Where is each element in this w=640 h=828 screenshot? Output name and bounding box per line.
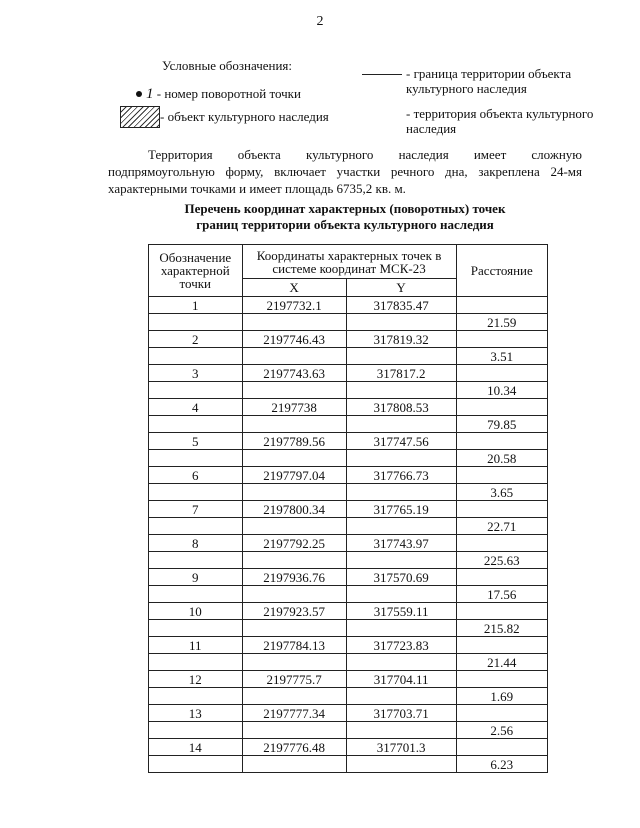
cell-empty [242, 586, 346, 603]
header-distance: Расстояние [456, 245, 547, 297]
cell-distance-empty [456, 331, 547, 348]
table-row-distance [149, 348, 548, 365]
table-row-distance [149, 416, 548, 433]
cell-x: 2197936.76 [242, 569, 346, 586]
cell-point: 11 [149, 637, 243, 654]
table-row [149, 399, 548, 416]
point-dot-icon [136, 91, 142, 97]
table-row-distance [149, 484, 548, 501]
cell-empty [242, 654, 346, 671]
cell-distance-empty [456, 433, 547, 450]
description-paragraph: Территория объекта культурного наследия имеет сложную подпрямоугольную форму, включает участки речного дна, закреплена 24-мя характерными точками и имеет площадь 6735,2 кв. м. [108, 147, 582, 196]
table-body [149, 297, 548, 773]
cell-x: 2197792.25 [242, 535, 346, 552]
cell-point: 3 [149, 365, 243, 382]
table-row-distance [149, 586, 548, 603]
cell-empty [346, 586, 456, 603]
table-heading [108, 201, 582, 233]
table-row-distance [149, 314, 548, 331]
boundary-line-icon [362, 74, 402, 75]
cell-empty [242, 518, 346, 535]
header-x: X [242, 279, 346, 297]
table-heading-line-1: Перечень координат характерных (поворотных) точек [184, 201, 506, 216]
cell-empty [242, 552, 346, 569]
hatch-pattern-icon [120, 106, 160, 128]
cell-empty [346, 450, 456, 467]
cell-x: 2197784.13 [242, 637, 346, 654]
table-row-distance [149, 552, 548, 569]
cell-distance: 20.58 [456, 450, 547, 467]
cell-empty [346, 756, 456, 773]
cell-empty [149, 314, 243, 331]
cell-empty [242, 348, 346, 365]
legend-title: Условные обозначения: [162, 58, 293, 73]
table-row [149, 671, 548, 688]
cell-distance-empty [456, 467, 547, 484]
cell-empty [242, 450, 346, 467]
table-row [149, 297, 548, 314]
table-row-distance [149, 756, 548, 773]
cell-empty [149, 450, 243, 467]
cell-empty [346, 654, 456, 671]
point-number-symbol: 1 [146, 86, 154, 102]
cell-distance-empty [456, 399, 547, 416]
table-row-distance [149, 688, 548, 705]
table-row [149, 365, 548, 382]
cell-empty [149, 518, 243, 535]
cell-point: 7 [149, 501, 243, 518]
legend-point-label: - номер поворотной точки [156, 86, 301, 101]
table-row-distance [149, 654, 548, 671]
cell-x: 2197777.34 [242, 705, 346, 722]
legend-boundary-label: - граница территории объекта культурного наследия [406, 66, 572, 96]
cell-point: 1 [149, 297, 243, 314]
table-heading-line-2: границ территории объекта культурного наследия [196, 217, 494, 232]
cell-empty [242, 722, 346, 739]
cell-point: 4 [149, 399, 243, 416]
table-row [149, 705, 548, 722]
cell-point: 12 [149, 671, 243, 688]
cell-x: 2197797.04 [242, 467, 346, 484]
table-row [149, 739, 548, 756]
cell-x: 2197738 [242, 399, 346, 416]
cell-y: 317808.53 [346, 399, 456, 416]
cell-distance-empty [456, 501, 547, 518]
cell-x: 2197800.34 [242, 501, 346, 518]
table-row [149, 501, 548, 518]
cell-empty [242, 620, 346, 637]
cell-distance: 21.59 [456, 314, 547, 331]
cell-x: 2197746.43 [242, 331, 346, 348]
cell-y: 317704.11 [346, 671, 456, 688]
cell-point: 5 [149, 433, 243, 450]
cell-empty [149, 416, 243, 433]
cell-point: 14 [149, 739, 243, 756]
cell-x: 2197775.7 [242, 671, 346, 688]
cell-empty [242, 314, 346, 331]
cell-distance-empty [456, 603, 547, 620]
cell-empty [242, 688, 346, 705]
legend-point-number [136, 86, 301, 103]
cell-y: 317570.69 [346, 569, 456, 586]
cell-distance-empty [456, 705, 547, 722]
cell-empty [346, 348, 456, 365]
cell-distance: 10.34 [456, 382, 547, 399]
cell-empty [149, 552, 243, 569]
cell-empty [242, 382, 346, 399]
table-row [149, 569, 548, 586]
table-row [149, 467, 548, 484]
cell-distance: 22.71 [456, 518, 547, 535]
cell-point: 9 [149, 569, 243, 586]
cell-empty [346, 484, 456, 501]
cell-y: 317817.2 [346, 365, 456, 382]
cell-distance: 225.63 [456, 552, 547, 569]
table-row-distance [149, 518, 548, 535]
cell-empty [346, 620, 456, 637]
cell-empty [149, 654, 243, 671]
cell-empty [149, 756, 243, 773]
cell-empty [346, 722, 456, 739]
cell-distance-empty [456, 637, 547, 654]
cell-x: 2197776.48 [242, 739, 346, 756]
table-row [149, 331, 548, 348]
cell-distance-empty [456, 739, 547, 756]
cell-empty [346, 416, 456, 433]
cell-empty [346, 688, 456, 705]
cell-empty [149, 586, 243, 603]
cell-distance: 6.23 [456, 756, 547, 773]
cell-x: 2197923.57 [242, 603, 346, 620]
cell-empty [346, 518, 456, 535]
cell-y: 317835.47 [346, 297, 456, 314]
cell-y: 317819.32 [346, 331, 456, 348]
cell-y: 317747.56 [346, 433, 456, 450]
cell-distance-empty [456, 297, 547, 314]
table-row-distance [149, 722, 548, 739]
cell-point: 2 [149, 331, 243, 348]
cell-x: 2197789.56 [242, 433, 346, 450]
cell-distance: 215.82 [456, 620, 547, 637]
cell-empty [149, 688, 243, 705]
cell-distance: 3.51 [456, 348, 547, 365]
cell-distance: 3.65 [456, 484, 547, 501]
cell-y: 317765.19 [346, 501, 456, 518]
cell-distance-empty [456, 535, 547, 552]
cell-distance: 21.44 [456, 654, 547, 671]
cell-distance-empty [456, 365, 547, 382]
cell-empty [346, 382, 456, 399]
cell-empty [149, 484, 243, 501]
table-row-distance [149, 382, 548, 399]
cell-distance: 79.85 [456, 416, 547, 433]
legend-territory-label: - территория объекта культурного наследия [406, 106, 594, 136]
cell-y: 317743.97 [346, 535, 456, 552]
cell-point: 6 [149, 467, 243, 484]
header-point: Обозначение характерной точки [149, 245, 243, 297]
cell-point: 10 [149, 603, 243, 620]
legend-heritage-object-label: - объект культурного наследия [160, 109, 329, 124]
cell-empty [149, 348, 243, 365]
cell-empty [242, 416, 346, 433]
cell-empty [242, 756, 346, 773]
cell-distance: 2.56 [456, 722, 547, 739]
table-row [149, 603, 548, 620]
cell-empty [242, 484, 346, 501]
cell-empty [149, 722, 243, 739]
cell-empty [346, 314, 456, 331]
table-row-distance [149, 450, 548, 467]
table-row [149, 637, 548, 654]
cell-empty [149, 382, 243, 399]
cell-y: 317723.83 [346, 637, 456, 654]
page-number: 2 [316, 14, 324, 29]
cell-x: 2197743.63 [242, 365, 346, 382]
header-y: Y [346, 279, 456, 297]
cell-empty [346, 552, 456, 569]
cell-y: 317766.73 [346, 467, 456, 484]
table-row-distance [149, 620, 548, 637]
cell-distance-empty [456, 569, 547, 586]
table-row [149, 535, 548, 552]
cell-y: 317703.71 [346, 705, 456, 722]
cell-empty [149, 620, 243, 637]
table-row [149, 433, 548, 450]
cell-distance: 17.56 [456, 586, 547, 603]
header-coords: Координаты характерных точек в системе координат МСК-23 [242, 245, 456, 279]
cell-distance-empty [456, 671, 547, 688]
cell-point: 8 [149, 535, 243, 552]
cell-x: 2197732.1 [242, 297, 346, 314]
cell-y: 317701.3 [346, 739, 456, 756]
cell-distance: 1.69 [456, 688, 547, 705]
cell-y: 317559.11 [346, 603, 456, 620]
coordinates-table [148, 244, 548, 773]
cell-point: 13 [149, 705, 243, 722]
